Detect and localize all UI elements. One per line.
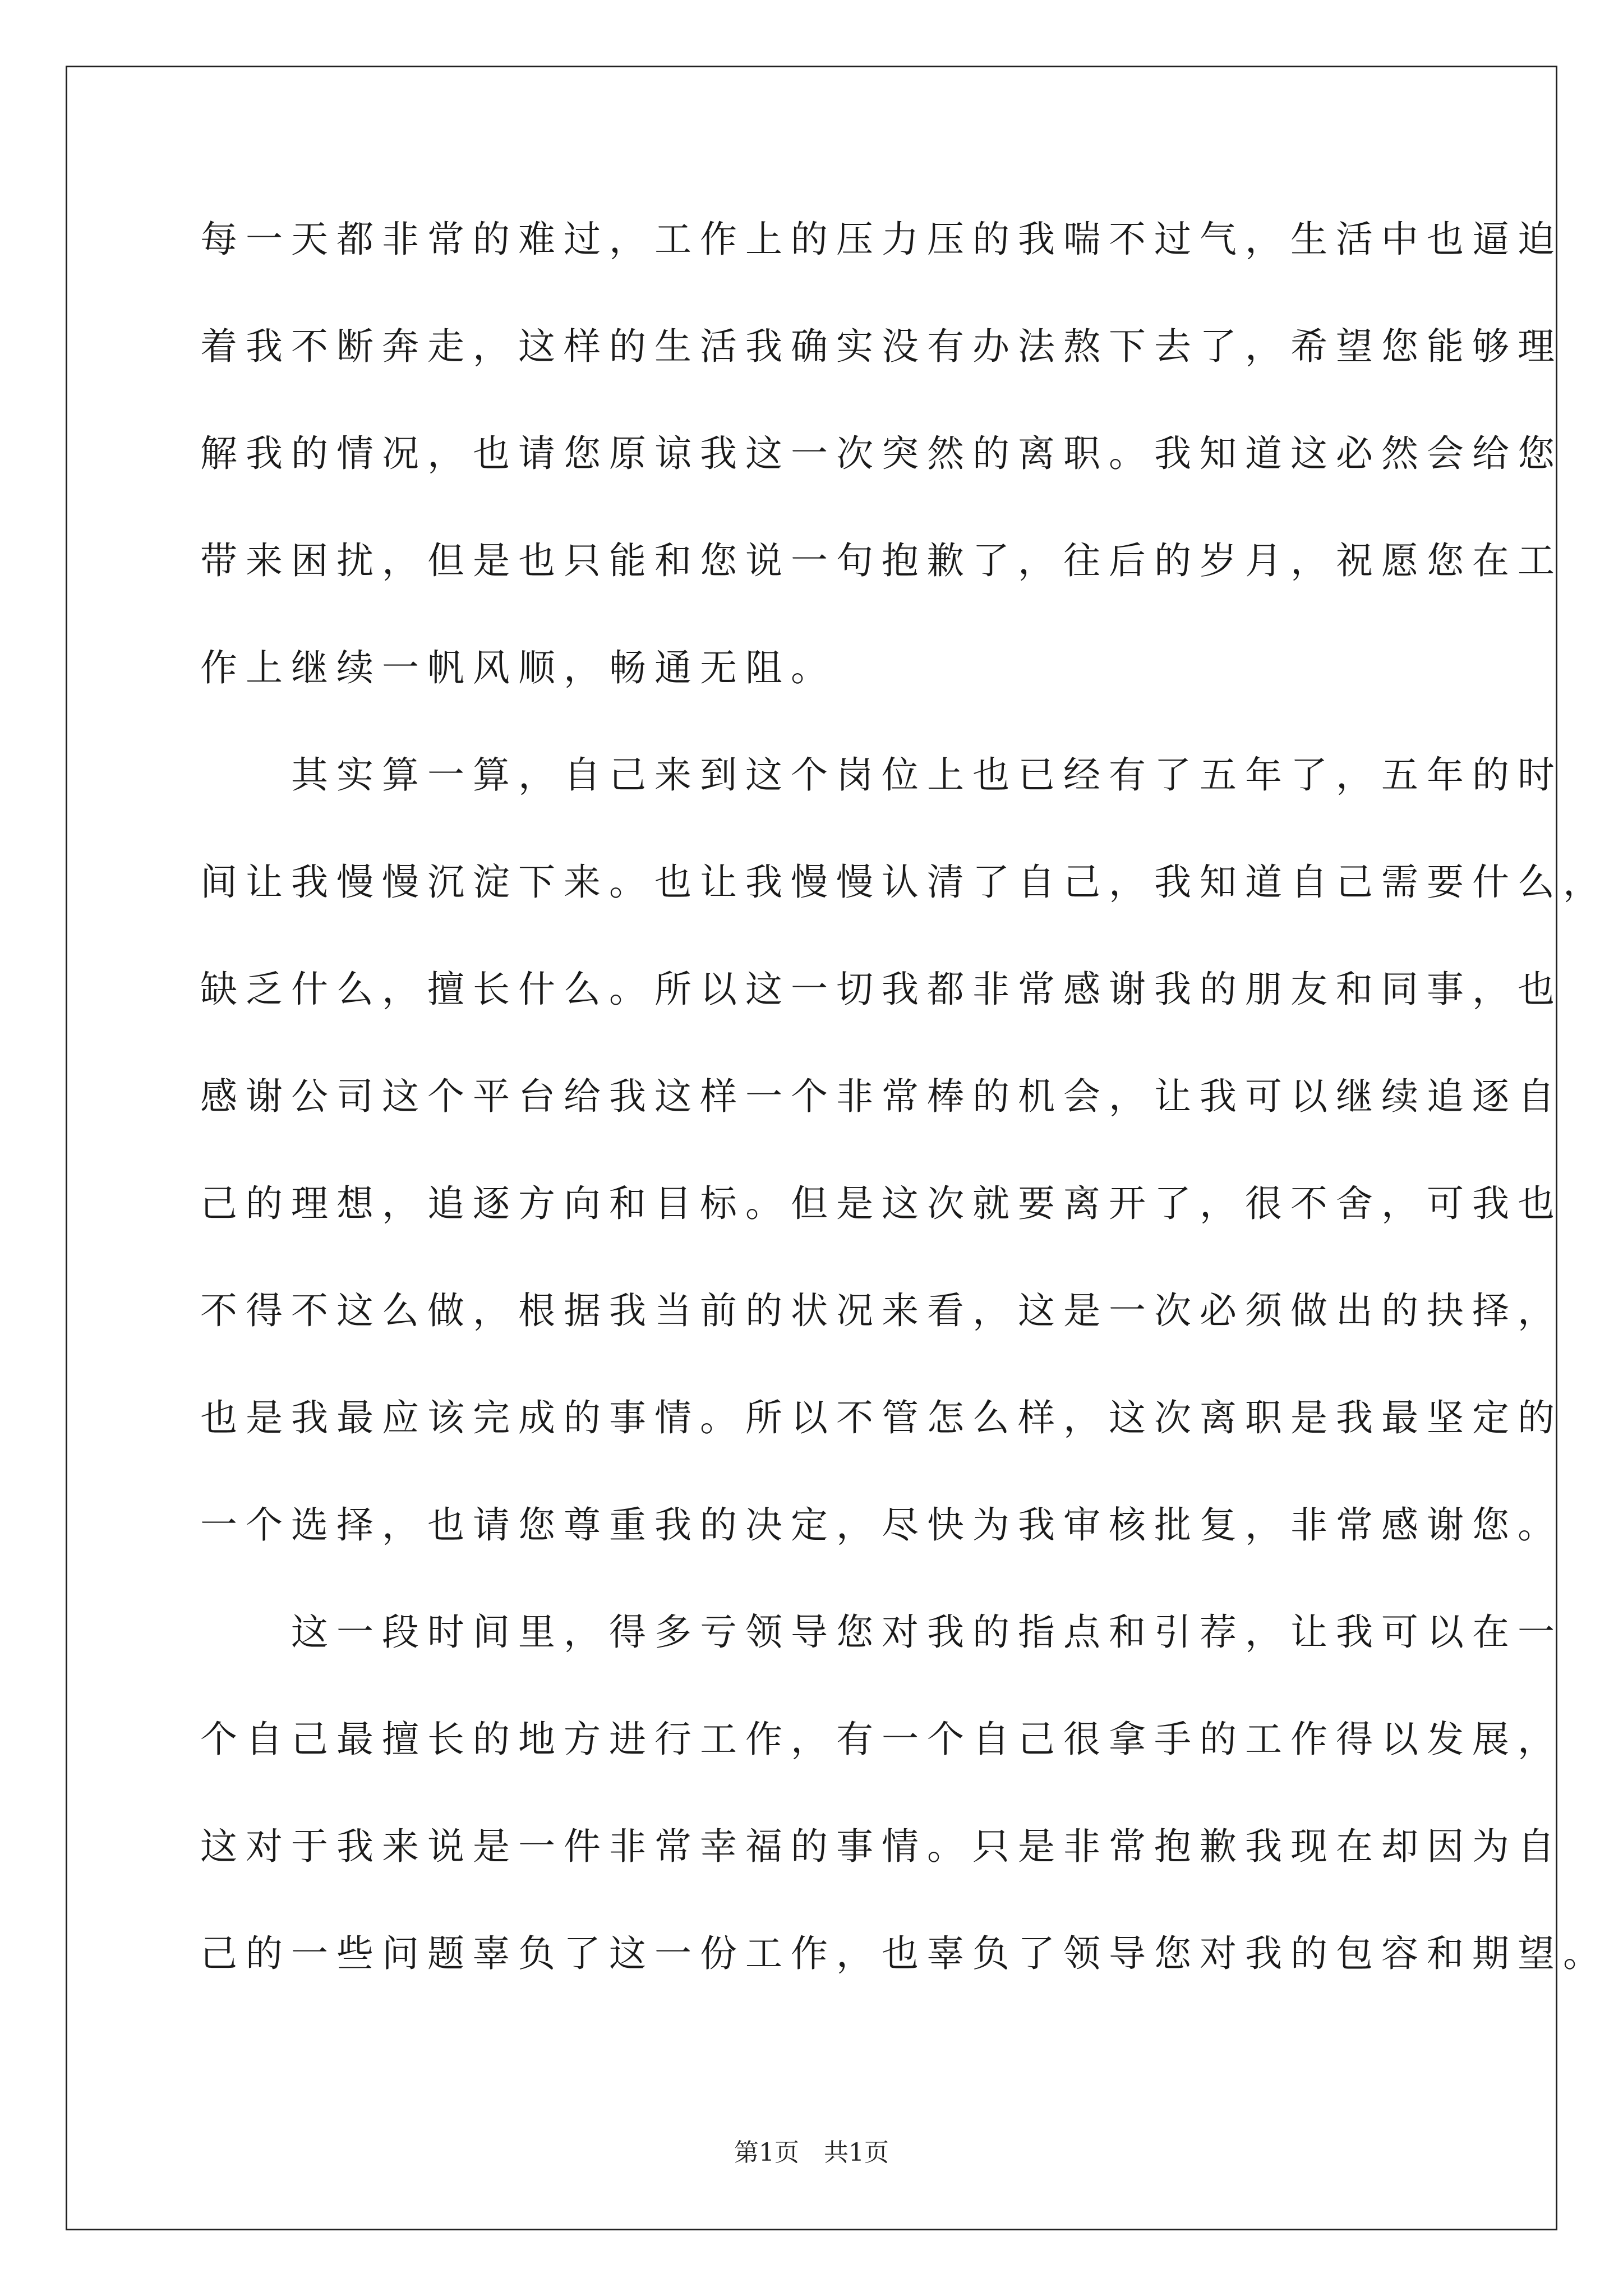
page-footer: 第1页 共1页 bbox=[734, 2138, 889, 2167]
text-line: 着我不断奔走，这样的生活我确实没有办法熬下去了，希望您能够理 bbox=[200, 325, 1563, 368]
text-line: 感谢公司这个平台给我这样一个非常棒的机会，让我可以继续追逐自 bbox=[200, 1075, 1563, 1118]
text-line: 每一天都非常的难过，工作上的压力压的我喘不过气，生活中也逼迫 bbox=[200, 218, 1563, 261]
text-line: 作上继续一帆风顺，畅通无阻。 bbox=[200, 646, 836, 689]
text-line: 己的理想，追逐方向和目标。但是这次就要离开了，很不舍，可我也 bbox=[200, 1182, 1563, 1225]
text-line: 这对于我来说是一件非常幸福的事情。只是非常抱歉我现在却因为自 bbox=[200, 1825, 1563, 1868]
text-line: 带来困扰，但是也只能和您说一句抱歉了，往后的岁月，祝愿您在工 bbox=[200, 539, 1563, 582]
text-line: 个自己最擅长的地方进行工作，有一个自己很拿手的工作得以发展， bbox=[200, 1718, 1563, 1761]
text-line: 间让我慢慢沉淀下来。也让我慢慢认清了自己，我知道自己需要什么， bbox=[200, 861, 1608, 904]
document-body bbox=[200, 211, 1608, 2033]
text-line: 不得不这么做，根据我当前的状况来看，这是一次必须做出的抉择， bbox=[200, 1289, 1563, 1332]
text-line: 己的一些问题辜负了这一份工作，也辜负了领导您对我的包容和期望。 bbox=[200, 1932, 1608, 1975]
text-line: 一个选择，也请您尊重我的决定，尽快为我审核批复，非常感谢您。 bbox=[200, 1503, 1563, 1547]
text-line: 这一段时间里，得多亏领导您对我的指点和引荐，让我可以在一 bbox=[200, 1611, 1563, 1654]
text-line: 也是我最应该完成的事情。所以不管怎么样，这次离职是我最坚定的 bbox=[200, 1396, 1563, 1439]
text-line: 解我的情况，也请您原谅我这一次突然的离职。我知道这必然会给您 bbox=[200, 432, 1563, 475]
text-line: 缺乏什么，擅长什么。所以这一切我都非常感谢我的朋友和同事，也 bbox=[200, 968, 1563, 1011]
text-line: 其实算一算，自己来到这个岗位上也已经有了五年了，五年的时 bbox=[200, 753, 1563, 797]
